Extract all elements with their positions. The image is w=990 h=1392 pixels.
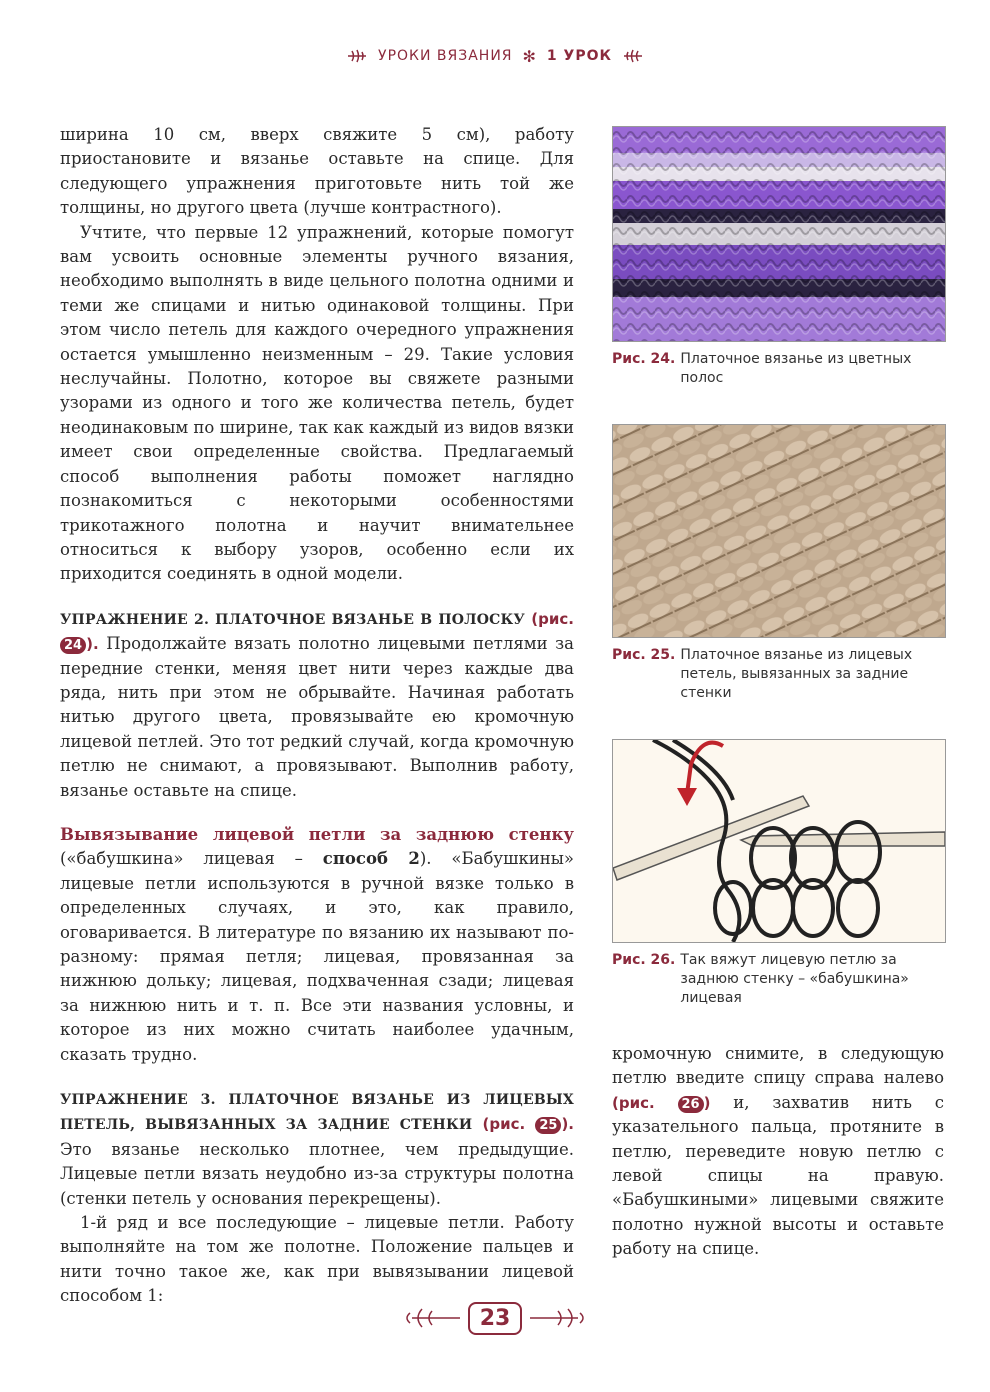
page-number: 23 [468,1302,523,1335]
beige-knit-photo [612,424,946,638]
exercise-heading: УПРАЖНЕНИЕ 3. ПЛАТОЧНОЕ ВЯЗАНЬЕ ИЗ ЛИЦЕВЫХ ПЕТЕЛЬ, ВЫВЯЗАННЫХ ЗА ЗАДНИЕ СТЕНКИ [60,1092,574,1134]
figure-caption: Рис. 26. Так вяжут лицевую петлю за заднюю стенку – «бабушкина» лицевая [612,952,909,1006]
figure-24 [612,126,944,388]
figure-26 [612,739,944,1008]
exercise-body: Продолжайте вязать полотно лицевыми петлями за передние стенки, меняя цвет нити через каждые два ряда, нить при этом не обрывайте. Начиная работать нитью другого цвета, провязывайте ею кромочную лицевой петлей. Это тот редкий случай, когда кромочную петлю не снимают, а провязывают. Выполнив работу, вязанье оставьте на спице. [60,634,574,800]
right-column [612,126,944,1008]
exercise-heading: УПРАЖНЕНИЕ 2. ПЛАТОЧНОЕ ВЯЗАНЬЕ В ПОЛОСКУ [60,611,525,628]
header-title: УРОКИ ВЯЗАНИЯ [378,48,513,64]
figure-caption: Рис. 25. Платочное вязанье из лицевых петель, вывязанных за задние стенки [612,647,913,701]
ornament-icon [528,1303,588,1333]
ornament-icon [622,47,644,65]
exercise-body: Это вязанье несколько плотнее, чем предыдущие. Лицевые петли вязать неудобно из-за структуры полотна (стенки петель у основания перекрещены). [60,1139,574,1208]
left-column [60,123,574,1309]
method-paragraph: Вывязывание лицевой петли за заднюю стенку («бабушкина» лицевая – способ 2). «Бабушкины» лицевые петли используются в ручной вязке только в определенных случаях, и это, как правило, оговаривается. В литературе по вязанию их называют по-разному: прямая петля; лицевая, провязанная за нижнюю дольку; лицевая, подхваченная сзади; лицевая за нижнюю нить и т. п. Все эти названия условны, и которое из них можно считать наиболее удачным, сказать трудно. [60,824,574,1064]
paragraph: 1-й ряд и все последующие – лицевые петли. Работу выполняйте на том же полотне. Положение пальцев и нити точно такое же, как при вывязывании лицевой способом 1: [60,1213,574,1306]
figure-reference[interactable]: (рис. 26 ) [612,1093,711,1112]
page-footer [0,1298,990,1338]
knitting-diagram [612,739,946,943]
striped-knit-photo [612,126,946,342]
header-separator: ✻ [522,46,537,66]
ornament-icon [346,47,368,65]
figure-reference[interactable]: (рис. 25 ). [482,1115,574,1134]
paragraph: ширина 10 см, вверх свяжите 5 см), работу приостановите и вязанье оставьте на спице. Для следующего упражнения приготовьте нить той же толщины, но другого цвета (лучше контрастного). [60,125,574,218]
exercise-2 [60,607,574,803]
paragraph: кромочную снимите, в следующую петлю введите спицу справа налево (рис. 26 ) и, захватив нить с указательного пальца, протяните в петлю, переведите новую петлю с левой спицы на правую. «Бабушкиными» лицевыми свяжите полотно нужной высоты и оставьте работу на спице. [612,1044,944,1259]
exercise-3 [60,1087,574,1211]
right-text [612,1042,944,1262]
ornament-icon [402,1303,462,1333]
figure-25 [612,424,944,703]
figure-caption: Рис. 24. Платочное вязанье из цветных полос [612,351,912,386]
header-lesson: 1 УРОК [546,48,612,64]
paragraph: Учтите, что первые 12 упражнений, которые помогут вам усвоить основные элементы ручного вязания, необходимо выполнять в виде цельного полотна одними и теми же спицами и нитью одинаковой толщины. При этом число петель для каждого очередного упражнения остается умышленно неизменным – 29. Такие условия неслучайны. Полотно, которое вы свяжете разными узорами из одного и того же количества петель, будет неодинаковым по ширине, так как каждый из видов вязки имеет свои определенные свойства. Предлагаемый способ выполнения работы поможет наглядно познакомиться с некоторыми особенностями трикотажного полотна и научит внимательнее относиться к выбору узоров, особенно если их приходится соединять в одной модели. [60,222,575,584]
running-header [0,44,990,68]
method-heading: Вывязывание лицевой петли за заднюю стенку [60,824,574,844]
figure-reference[interactable]: (рис. 24 ). [60,610,574,653]
